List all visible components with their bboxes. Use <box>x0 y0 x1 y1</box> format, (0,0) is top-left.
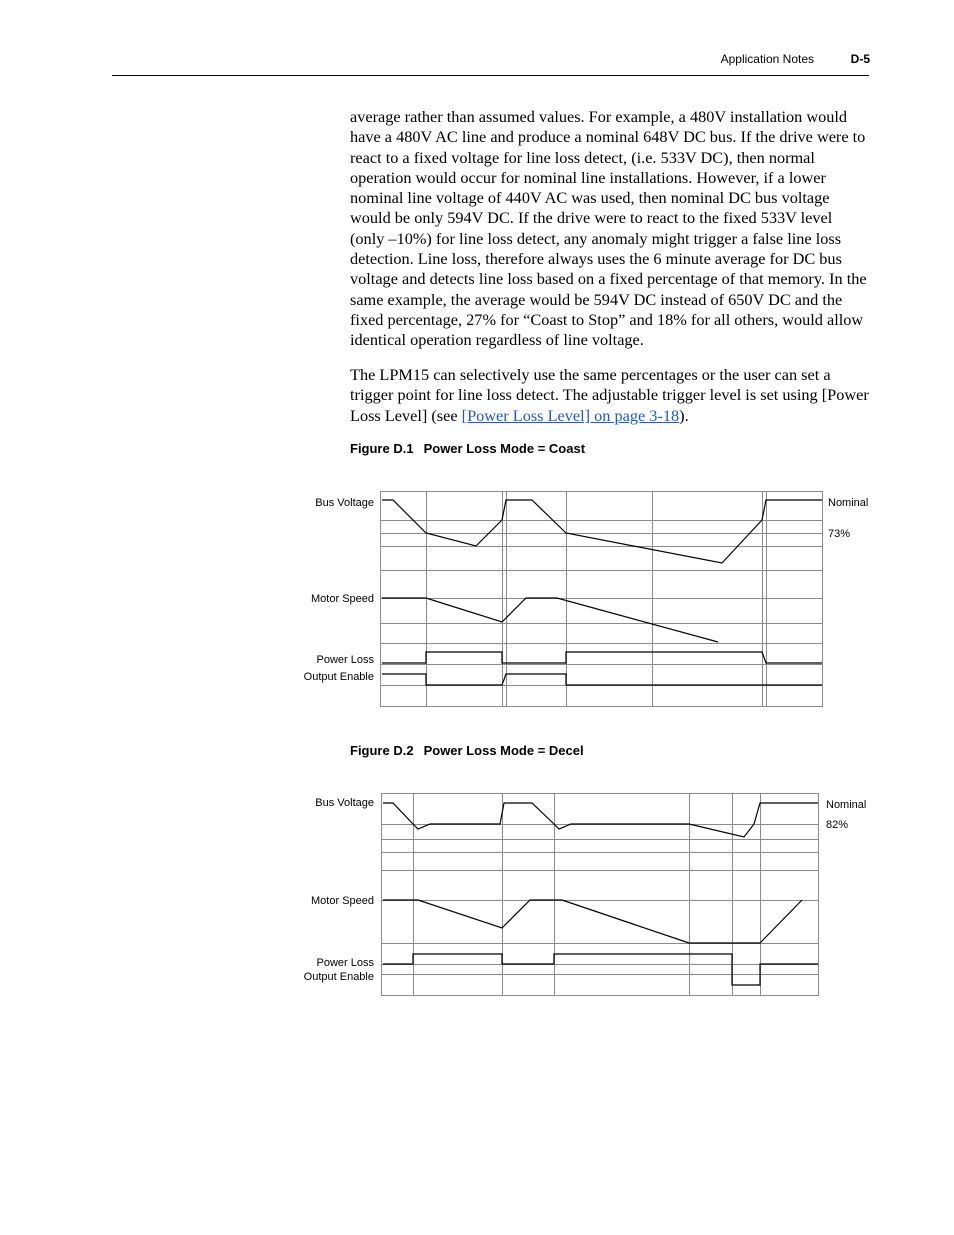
figure-1-bus-voltage-trace <box>382 500 822 563</box>
figure-1-title: Power Loss Mode = Coast <box>423 441 586 456</box>
page-number: D-5 <box>850 52 870 66</box>
figure-1-traces <box>382 500 822 685</box>
figure-1-motor-speed-trace <box>382 598 718 642</box>
figure-2-motor-speed-trace <box>383 900 802 943</box>
figure-2-number: Figure D.2 <box>350 743 414 758</box>
figure-2-timing-diagram <box>0 788 954 1003</box>
paragraph-2-end: ). <box>679 405 689 425</box>
figure-2-grid <box>381 793 819 996</box>
figure-2-power-loss-label: Power Loss <box>316 957 374 969</box>
power-loss-level-link[interactable]: [Power Loss Level] on page 3-18 <box>461 405 680 425</box>
figure-1-motor-speed-label: Motor Speed <box>311 593 374 605</box>
figure-2-traces <box>383 803 818 985</box>
body-paragraph-2 <box>350 365 870 426</box>
figure-1-threshold-label: 73% <box>828 528 851 540</box>
figure-2-power-loss-trace <box>383 954 818 985</box>
figure-1-power-loss-label: Power Loss <box>316 654 374 666</box>
figure-2-bus-voltage-label: Bus Voltage <box>315 797 374 809</box>
figure-1-timing-diagram <box>0 486 954 716</box>
page-header <box>0 52 954 78</box>
figure-2-threshold-label: 82% <box>826 819 849 831</box>
section-title: Application Notes <box>720 52 814 66</box>
figure-1-number: Figure D.1 <box>350 441 414 456</box>
figure-1-power-loss-trace <box>382 652 822 663</box>
figure-1-bus-voltage-label: Bus Voltage <box>315 497 374 509</box>
figure-1-caption <box>350 441 585 456</box>
paragraph-2-text: The LPM15 can selectively use the same percentages or the user can set a trigger point for line loss detect. The adjustable trigger level is set using [Power Loss Level] (see <box>350 365 869 425</box>
figure-2-motor-speed-label: Motor Speed <box>311 895 374 907</box>
figure-1-output-enable-trace <box>382 674 822 685</box>
figure-2-output-enable-label: Output Enable <box>303 971 374 983</box>
figure-1-grid <box>380 491 823 707</box>
figure-2-caption <box>350 743 584 758</box>
figure-2-bus-voltage-trace <box>383 803 818 837</box>
figure-2-nominal-label: Nominal <box>826 799 867 811</box>
body-paragraph-1: average rather than assumed values. For example, a 480V installation would have a 480V AC line and produce a nominal 648V DC bus. If the drive were to react to a fixed voltage for line loss detect, (i.e. 533V DC), then normal operation would occur for nominal line installations. However, if a lower nominal line voltage of 440V AC was used, then nominal DC bus voltage would be only 594V DC. If the drive were to react to the fixed 533V level (only –10%) for line loss detect, any anomaly might trigger a false line loss detection. Line loss, therefore always uses the 6 minute average for DC bus voltage and detects line loss based on a fixed percentage of that memory. In the same example, the average would be 594V DC instead of 650V DC and the fixed percentage, 27% for “Coast to Stop” and 18% for all others, would allow identical operation regardless of line voltage. <box>350 107 867 350</box>
figure-2-title: Power Loss Mode = Decel <box>423 743 584 758</box>
figure-1-output-enable-label: Output Enable <box>303 671 374 683</box>
header-rule <box>112 75 869 76</box>
figure-1-nominal-label: Nominal <box>828 497 869 509</box>
